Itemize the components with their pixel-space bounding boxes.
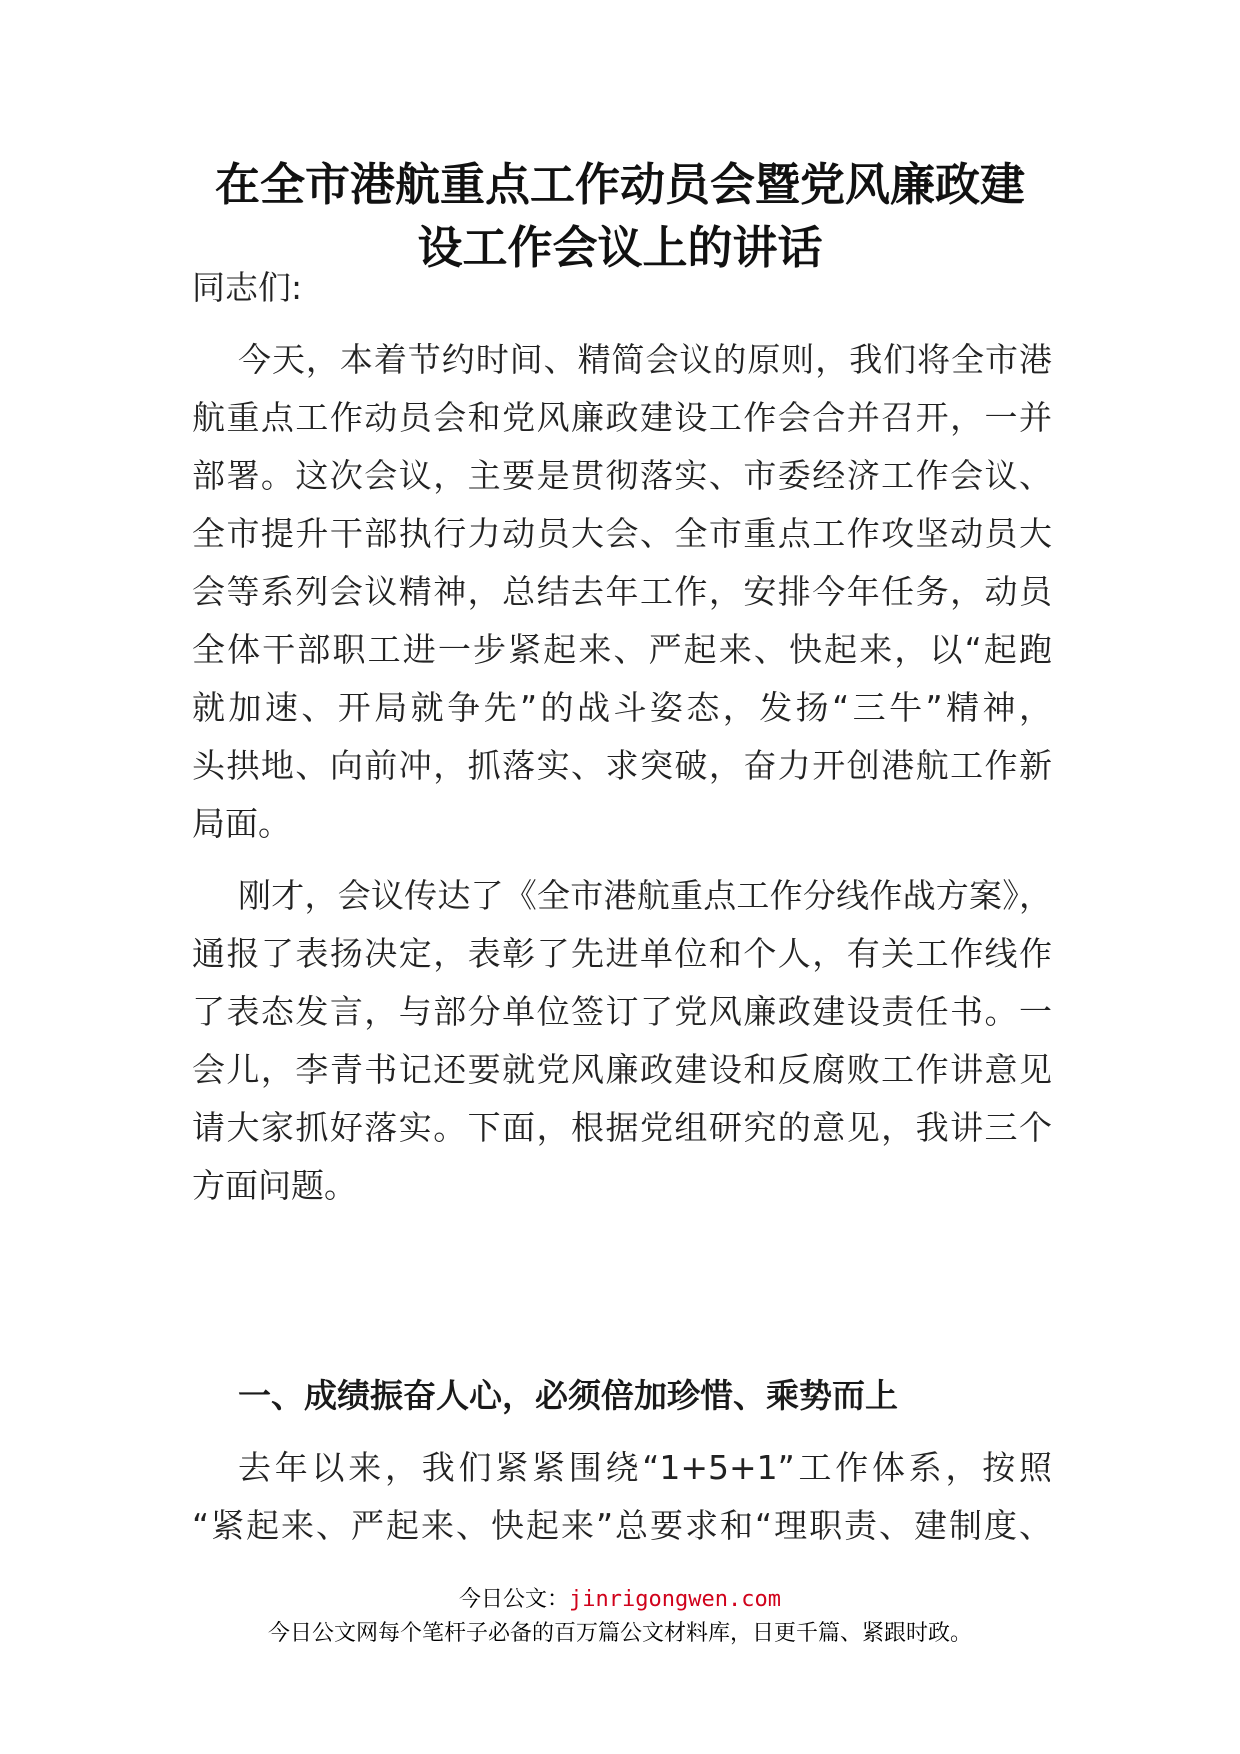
paragraph-1-line: 部署。这次会议，主要是贯彻落实、市委经济工作会议、 (192, 456, 1052, 495)
paragraph-2-line: 刚才，会议传达了《全市港航重点工作分线作战方案》， (238, 876, 1052, 915)
paragraph-1-line: 头拱地、向前冲，抓落实、求突破，奋力开创港航工作新 (192, 746, 1052, 785)
footer-site (0, 1586, 1240, 1614)
paragraph-2-line: 了表态发言，与部分单位签订了党风廉政建设责任书。一 (192, 992, 1052, 1031)
paragraph-1-line: 今天，本着节约时间、精简会议的原则，我们将全市港 (238, 340, 1052, 379)
section-1-heading: 一、成绩振奋人心，必须倍加珍惜、乘势而上 (238, 1376, 898, 1415)
paragraph-1-line: 航重点工作动员会和党风廉政建设工作会合并召开，一并 (192, 398, 1052, 437)
paragraph-1-line: 会等系列会议精神，总结去年工作，安排今年任务，动员 (192, 572, 1052, 611)
paragraph-2-line: 请大家抓好落实。下面，根据党组研究的意见，我讲三个 (192, 1108, 1052, 1147)
document-title-line-1: 在全市港航重点工作动员会暨党风廉政建 (214, 158, 1025, 211)
paragraph-1-line: 全体干部职工进一步紧起来、严起来、快起来，以“起跑 (192, 630, 1052, 669)
paragraph-1-line: 就加速、开局就争先”的战斗姿态，发扬“三牛”精神， (192, 688, 1052, 727)
paragraph-2-line: 会儿，李青书记还要就党风廉政建设和反腐败工作讲意见 (192, 1050, 1052, 1089)
footer-slogan: 今日公文网每个笔杆子必备的百万篇公文材料库，日更千篇、紧跟时政。 (267, 1621, 972, 1646)
paragraph-1-line: 局面。 (192, 804, 291, 843)
salutation: 同志们: (192, 268, 303, 307)
paragraph-3-line: “紧起来、严起来、快起来”总要求和“理职责、建制度、 (192, 1506, 1052, 1545)
paragraph-2-line: 通报了表扬决定，表彰了先进单位和个人，有关工作线作 (192, 934, 1052, 973)
footer-site-url[interactable]: jinrigongwen.com (569, 1587, 781, 1612)
paragraph-1-line: 全市提升干部执行力动员大会、全市重点工作攻坚动员大 (192, 514, 1052, 553)
footer-site-label: 今日公文： (459, 1587, 570, 1612)
document-title-line-2: 设工作会议上的讲话 (417, 221, 823, 274)
paragraph-2-line: 方面问题。 (192, 1166, 357, 1205)
paragraph-3-line: 去年以来，我们紧紧围绕“1+5+1”工作体系，按照 (238, 1448, 1052, 1487)
